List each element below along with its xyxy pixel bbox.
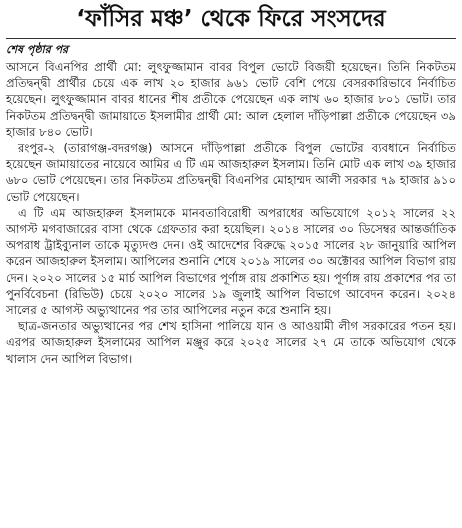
paragraph-1: আসনে বিএনপির প্রার্থী মো: লুৎফুজ্জামান বাবর বিপুল ভোটে বিজয়ী হয়েছেন। তিনি নিকটতম প্রতিদ্বন্দ্বী প্রার্থীর চেয়ে এক লাখ ২০ হাজার ৯৬১ ভোট বেশি পেয়ে বেসরকারিভাবে নির্বাচিত হয়েছেন। লুৎফুজ্জামান বাবর ধানের শীষ প্রতীকে পেয়েছেন এক লাখ ৬০ হাজার ৮০১ ভোট। তার নিকটতম প্রতিদ্বন্দ্বী জামায়াতে ইসলামীর প্রার্থী মো: আল হেলাল দাঁড়িপাল্লা প্রতীকে পেয়েছেন ৩৯ হাজার ৮৪০ ভোট। [6,60,456,139]
paragraph-4: ছাত্র-জনতার অভ্যুত্থানের পর শেখ হাসিনা পালিয়ে যান ও আওয়ামী লীগ সরকারের পতন হয়। এরপর আজহারুল ইসলামের আপিল মঞ্জুর করে ২০২৫ সালের ২৭ মে তাকে অভিযোগ থেকে খালাস দেন আপিল বিভাগ। [6,319,456,366]
article-body [6,59,456,367]
paragraph-3: এ টি এম আজহারুল ইসলামকে মানবতাবিরোধী অপরাধের অভিযোগে ২০১২ সালের ২২ আগস্ট মগবাজারের বাসা থেকে গ্রেফতার করা হয়েছিল। ২০১৪ সালের ৩০ ডিসেম্বর আন্তর্জাতিক অপরাধ ট্রাইব্যুনাল তাকে মৃত্যুদণ্ড দেন। ওই আদেশের বিরুদ্ধে ২০১৫ সালের ২৮ জানুয়ারি আপিল করেন আজহারুল ইসলাম। আপিলের শুনানি শেষে ২০১৯ সালের ৩০ অক্টোবর আপিল বিভাগ রায় দেন। ২০২০ সালের ১৫ মার্চ আপিল বিভাগের পূর্ণাঙ্গ রায় প্রকাশিত হয়। পূর্ণাঙ্গ রায় প্রকাশের পর তা পুনর্বিবেচনা (রিভিউ) চেয়ে ২০২০ সালের ১৯ জুলাই আপিল বিভাগে আবেদন করেন। ২০২৪ সালের ৫ আগস্ট অভ্যুত্থানের পর তার আপিলের নতুন করে শুনানি হয়। [6,205,456,318]
headline: ‘ফাঁসির মঞ্চ’ থেকে ফিরে সংসদের [6,4,456,39]
continued-label: শেষ পৃষ্ঠার পর [6,43,69,56]
paragraph-2: রংপুর-২ (তারাগঞ্জ-বদরগঞ্জ) আসনে দাঁড়িপাল্লা প্রতীকে বিপুল ভোটের ব্যবধানে নির্বাচিত হয়েছেন জামায়াতের নায়েবে আমির এ টি এম আজহারুল ইসলাম। তিনি মোট এক লাখ ৩৯ হাজার ৬৮০ ভোট পেয়েছেন। তার নিকটতম প্রতিদ্বন্দ্বী বিএনপির মোহাম্মদ আলী সরকার ৭৯ হাজার ৯১০ ভোট পেয়েছেন। [6,141,456,204]
